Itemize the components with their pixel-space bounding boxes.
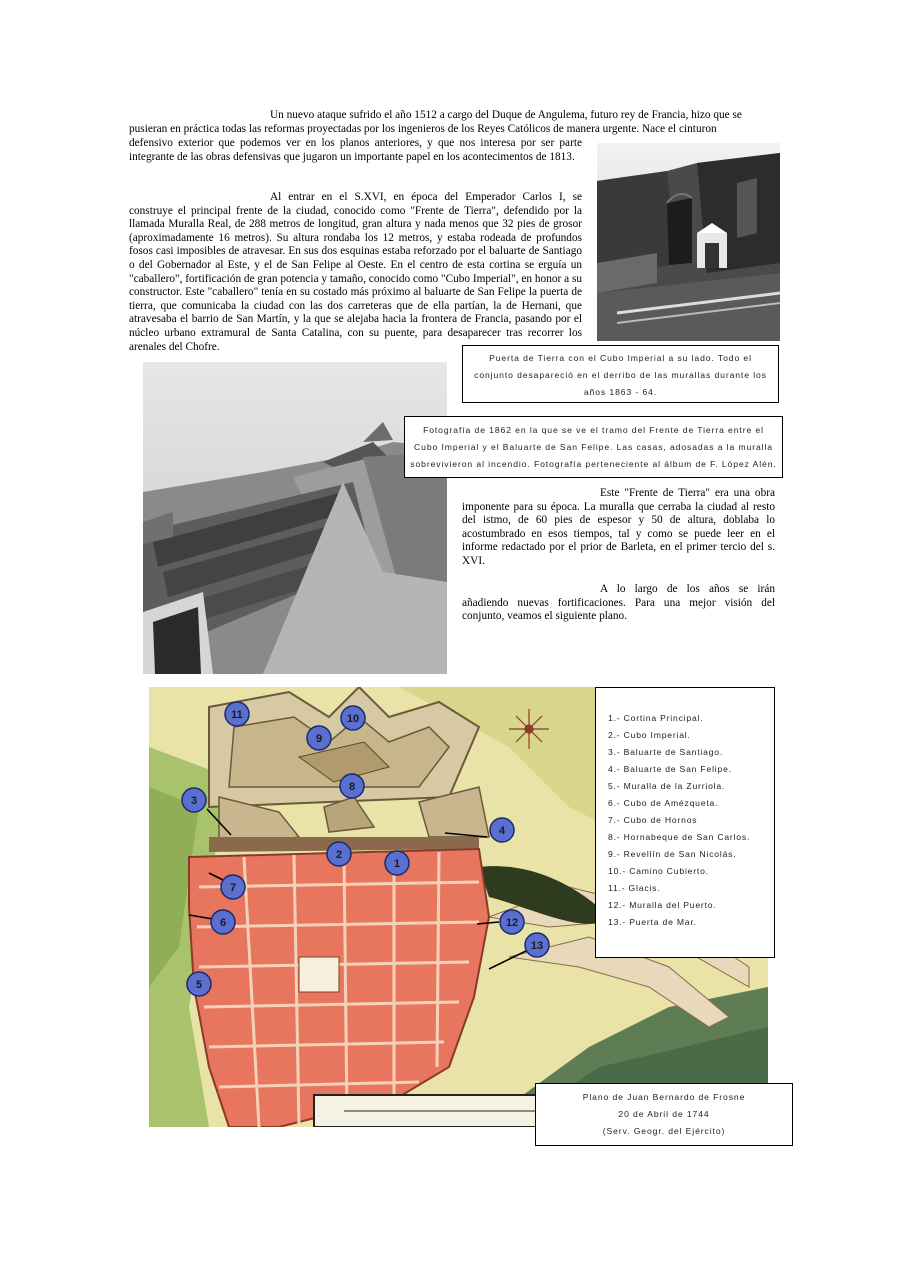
map-marker [385, 851, 409, 875]
caption-line: Cubo Imperial y el Baluarte de San Felipe. Las casas, adosadas a la muralla [414, 442, 773, 452]
map-marker [182, 788, 206, 812]
puerta-de-tierra-photo [597, 143, 780, 341]
paragraph-1-second-line: pusieran en práctica todas las reformas proyectadas por los ingenieros de los Reyes Católicos de manera urgente. Nace el cinturon [129, 123, 717, 135]
caption-line: Fotografía de 1862 en la que se ve el tramo del Frente de Tierra entre el [423, 425, 764, 435]
map-marker [341, 706, 365, 730]
paragraph-4: A lo largo de los años se irán añadiendo nuevas fortificaciones. Para una mejor visión del conjunto, veamos el siguiente plano. [462, 583, 775, 623]
legend-item: 12.- Muralla del Puerto. [608, 900, 717, 910]
map-marker [225, 702, 249, 726]
map-marker-label: 9 [315, 733, 323, 745]
legend-item: 3.- Baluarte de Santiago. [608, 747, 724, 757]
legend-item: 7.- Cubo de Hornos [608, 815, 698, 825]
legend-item: 10.- Camino Cubierto. [608, 866, 709, 876]
legend-item: 11.- Glacis. [608, 883, 661, 893]
legend-item: 8.- Hornabeque de San Carlos. [608, 832, 751, 842]
map-marker [500, 910, 524, 934]
map-marker-label: 8 [348, 781, 356, 793]
map-marker-label: 1 [393, 858, 401, 870]
map-marker-label: 2 [335, 849, 343, 861]
legend-item: 1.- Cortina Principal. [608, 713, 704, 723]
map-marker [187, 972, 211, 996]
paragraph-3: Este "Frente de Tierra" era una obra imponente para su época. La muralla que cerraba la ciudad al resto del istmo, de 60 pies de espesor y 50 de altura, doblaba lo acostumbrado en esos tiempos, tal y como se puede leer en el informe redactado por el prior de Barleta, en el primer tercio del s. XVI. [462, 487, 775, 567]
paragraph-1-rest: defensivo exterior que podemos ver en los planos anteriores, y que nos interesa por ser parte integrante de las obras defensivas que jugaron un importante papel en los acontecimentos de 1813. [129, 137, 582, 163]
caption-line: (Serv. Geogr. del Ejército) [602, 1126, 726, 1136]
map-marker-label: 5 [195, 979, 203, 991]
map-marker-label: 3 [190, 795, 198, 807]
caption-line: Puerta de Tierra con el Cubo Imperial a su lado. Todo el [489, 353, 752, 363]
legend-item: 6.- Cubo de Amézqueta. [608, 798, 719, 808]
caption-line: conjunto desapareció en el derribo de las murallas durante los [474, 370, 767, 380]
map-marker [490, 818, 514, 842]
map-marker-label: 7 [229, 882, 237, 894]
legend-item: 5.- Muralla de la Zurriola. [608, 781, 726, 791]
legend-item: 4.- Baluarte de San Felipe. [608, 764, 732, 774]
map-marker-label: 13 [530, 940, 544, 952]
map-marker [211, 910, 235, 934]
legend-item: 2.- Cubo Imperial. [608, 730, 691, 740]
legend-item: 9.- Revellín de San Nicolás. [608, 849, 737, 859]
map-legend [595, 687, 775, 958]
map-marker [340, 774, 364, 798]
map-marker-label: 12 [505, 917, 519, 929]
map-marker-label: 6 [219, 917, 227, 929]
map-marker [221, 875, 245, 899]
map-marker [307, 726, 331, 750]
paragraph-2: Al entrar en el S.XVI, en época del Emperador Carlos I, se construye el principal frente de la ciudad, conocido como "Frente de Tierra", defendido por la llamada Muralla Real, de 288 metros de longitud, gran altura y nada menos que 32 pies de grosor (aproximadamente 16 metros). Su altura rondaba los 12 metros, y estaba rodeada de profundos fosos casi imposibles de atravesar. En sus dos esquinas estaba reforzado por el baluarte de Santiago o del Gobernador al Este, y el de San Felipe al Oeste. En el centro de esta cortina se erguía un "caballero", fortificación de gran potencia y tamaño, conocido como "Cubo Imperial", en honor a su constructor. Este "caballero" tenía en su costado más próximo al baluarte de San Felipe la puerta de tierra, que comunicaba la ciudad con las dos carreteras que de ella partían, la de Hernani, que atravesaba el barrio de San Martín, y la que se alejaba hacia la frontera de Francia, pasando por el núcleo urbano extramural de Santa Catalina, con su puente, para desaparecer tras recorrer los arenales del Chofre. [129, 191, 582, 353]
map-caption [535, 1083, 793, 1146]
caption-line: Plano de Juan Bernardo de Frosne [582, 1092, 746, 1102]
legend-item: 13.- Puerta de Mar. [608, 917, 697, 927]
photo-1862-frente-de-tierra [143, 362, 447, 674]
caption-line: sobrevivieron al incendio. Fotografía perteneciente al álbum de F. López Alén. [410, 459, 777, 469]
map-marker [327, 842, 351, 866]
map-marker [525, 933, 549, 957]
map-marker-label: 4 [498, 825, 506, 837]
map-marker-label: 10 [346, 713, 360, 725]
paragraph-1-first-line: Un nuevo ataque sufrido el año 1512 a cargo del Duque de Angulema, futuro rey de Francia, hizo que se [270, 109, 742, 121]
photo-1862-caption [404, 416, 783, 478]
caption-line: años 1863 - 64. [583, 387, 658, 397]
puerta-de-tierra-caption [462, 345, 779, 403]
caption-line: 20 de Abril de 1744 [618, 1109, 710, 1119]
map-marker-label: 11 [231, 709, 243, 721]
